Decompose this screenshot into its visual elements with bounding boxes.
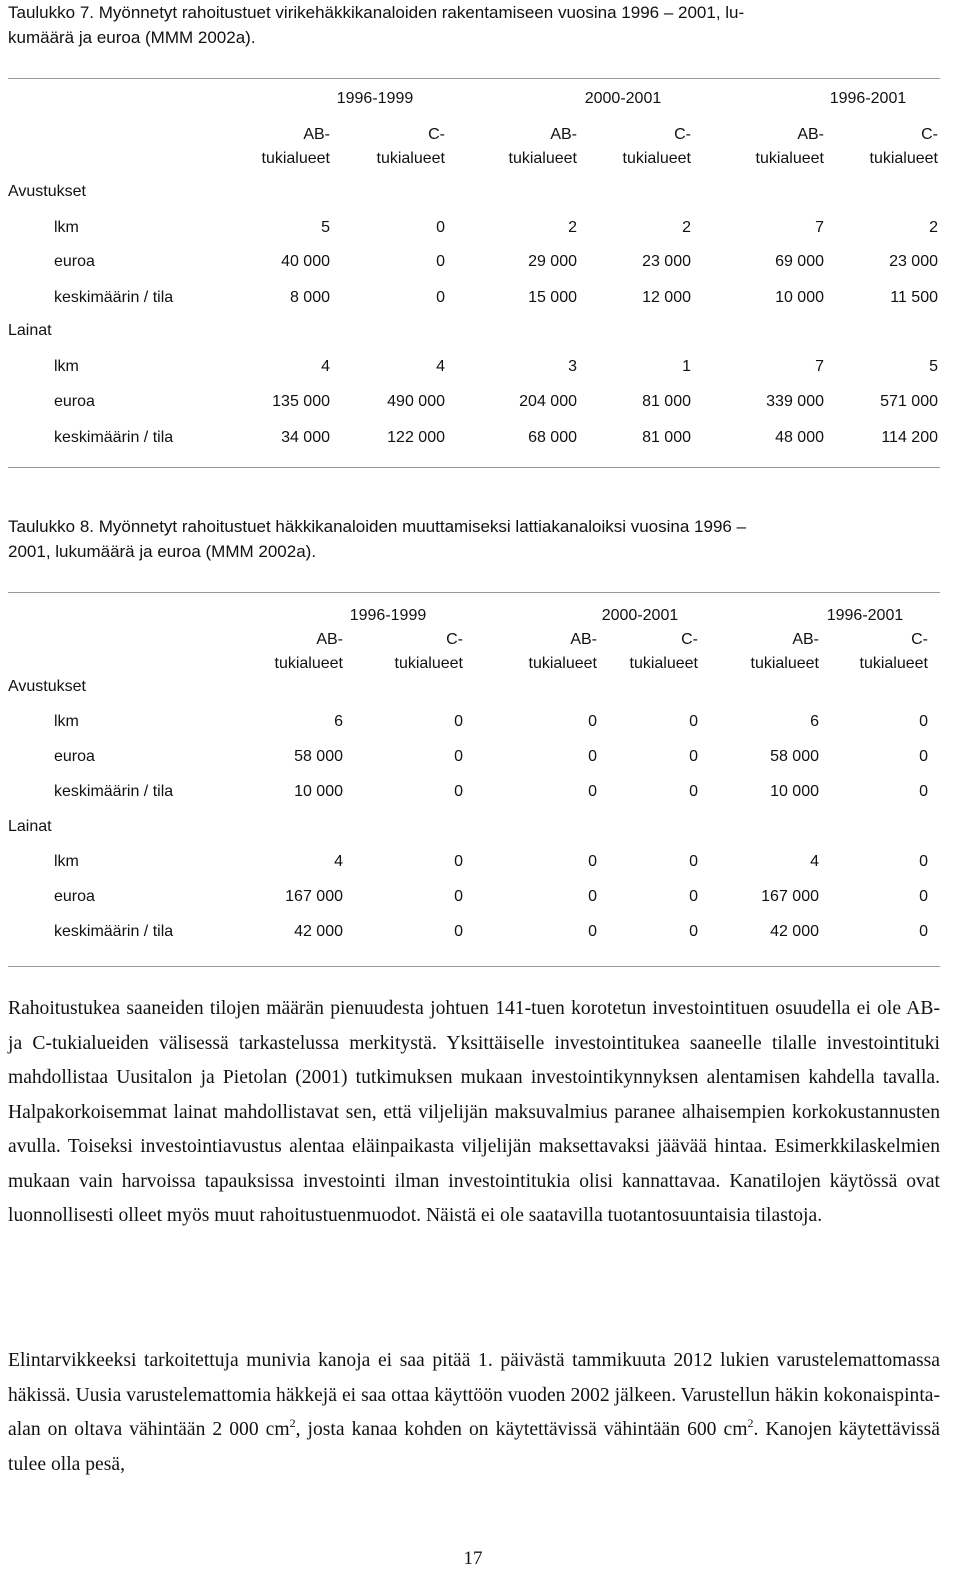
table-cell: 0 bbox=[454, 923, 463, 940]
superscript-2a: 2 bbox=[289, 1416, 296, 1430]
section-label-lainat: Lainat bbox=[8, 322, 52, 339]
table-cell: 0 bbox=[588, 713, 597, 730]
table-cell: 40 000 bbox=[281, 253, 330, 270]
section-label-lainat: Lainat bbox=[8, 818, 52, 835]
period-header: 1996-2001 bbox=[829, 90, 907, 107]
column-header: C- bbox=[921, 126, 938, 143]
table-cell: 339 000 bbox=[766, 393, 824, 410]
row-label: lkm bbox=[54, 358, 79, 375]
column-header: AB- bbox=[792, 631, 819, 648]
column-header: AB- bbox=[303, 126, 330, 143]
table-cell: 0 bbox=[919, 923, 928, 940]
table-cell: 58 000 bbox=[294, 748, 343, 765]
table8-bottom-rule bbox=[8, 966, 940, 967]
row-label: keskimäärin / tila bbox=[54, 429, 174, 446]
table-cell: 122 000 bbox=[387, 429, 445, 446]
column-header: AB- bbox=[316, 631, 343, 648]
column-header: tukialueet bbox=[274, 655, 343, 672]
row-label: lkm bbox=[54, 219, 79, 236]
row-label: lkm bbox=[54, 853, 79, 870]
table-cell: 48 000 bbox=[775, 429, 824, 446]
table-cell: 0 bbox=[454, 783, 463, 800]
column-header: C- bbox=[428, 126, 445, 143]
period-header: 2000-2001 bbox=[601, 607, 679, 624]
table8-caption-line1: Taulukko 8. Myönnetyt rahoitustuet häkkikanaloiden muuttamiseksi lattiakanaloiksi vuosina 1996 – bbox=[8, 517, 747, 536]
column-header: tukialueet bbox=[261, 150, 330, 167]
body-text bbox=[8, 992, 940, 1234]
table-cell: 69 000 bbox=[775, 253, 824, 270]
table-cell: 8 000 bbox=[289, 289, 330, 306]
column-header: AB- bbox=[570, 631, 597, 648]
table-cell: 42 000 bbox=[770, 923, 819, 940]
column-header: tukialueet bbox=[755, 150, 824, 167]
table-cell: 204 000 bbox=[519, 393, 577, 410]
table-cell: 6 bbox=[334, 713, 343, 730]
table-cell: 81 000 bbox=[642, 429, 691, 446]
table-cell: 1 bbox=[682, 358, 691, 375]
row-label: euroa bbox=[54, 888, 95, 905]
column-header: tukialueet bbox=[622, 150, 691, 167]
superscript-2b: 2 bbox=[747, 1416, 754, 1430]
table-cell: 0 bbox=[588, 888, 597, 905]
table-cell: 4 bbox=[334, 853, 343, 870]
table-cell: 2 bbox=[568, 219, 577, 236]
column-header: tukialueet bbox=[376, 150, 445, 167]
table-cell: 0 bbox=[689, 748, 698, 765]
table-cell: 4 bbox=[321, 358, 330, 375]
row-label: keskimäärin / tila bbox=[54, 923, 174, 940]
table-cell: 0 bbox=[689, 853, 698, 870]
period-header: 1996-2001 bbox=[826, 607, 904, 624]
table-cell: 167 000 bbox=[285, 888, 343, 905]
table-cell: 81 000 bbox=[642, 393, 691, 410]
table-cell: 5 bbox=[321, 219, 330, 236]
column-header: tukialueet bbox=[750, 655, 819, 672]
table7-bottom-rule bbox=[8, 467, 940, 468]
table-cell: 2 bbox=[682, 219, 691, 236]
column-header: tukialueet bbox=[528, 655, 597, 672]
table-cell: 0 bbox=[588, 853, 597, 870]
table-cell: 10 000 bbox=[770, 783, 819, 800]
table-cell: 5 bbox=[929, 358, 938, 375]
row-label: euroa bbox=[54, 253, 95, 270]
table-cell: 0 bbox=[436, 289, 445, 306]
paragraph-2-part-c: . Kanojen käytettävissä tulee olla pesä, bbox=[8, 1419, 941, 1475]
table-cell: 0 bbox=[689, 713, 698, 730]
table-cell: 4 bbox=[436, 358, 445, 375]
table-cell: 114 200 bbox=[881, 429, 938, 446]
page-number: 17 bbox=[463, 1548, 483, 1569]
table-cell: 10 000 bbox=[294, 783, 343, 800]
table-cell: 0 bbox=[689, 888, 698, 905]
table-cell: 0 bbox=[919, 713, 928, 730]
table-cell: 6 bbox=[810, 713, 819, 730]
body-text-2 bbox=[8, 1344, 940, 1482]
table-cell: 0 bbox=[436, 219, 445, 236]
period-header: 2000-2001 bbox=[584, 90, 662, 107]
table-cell: 135 000 bbox=[272, 393, 330, 410]
table7-caption bbox=[8, 0, 938, 50]
table-cell: 29 000 bbox=[528, 253, 577, 270]
table-cell: 0 bbox=[588, 923, 597, 940]
table-cell: 68 000 bbox=[528, 429, 577, 446]
column-header: AB- bbox=[550, 126, 577, 143]
table-cell: 23 000 bbox=[889, 253, 938, 270]
column-header: tukialueet bbox=[629, 655, 698, 672]
table-cell: 0 bbox=[689, 923, 698, 940]
section-label-avustukset: Avustukset bbox=[8, 183, 86, 200]
table-cell: 490 000 bbox=[387, 393, 445, 410]
period-header: 1996-1999 bbox=[349, 607, 427, 624]
column-header: C- bbox=[674, 126, 691, 143]
table-cell: 12 000 bbox=[642, 289, 691, 306]
section-label-avustukset: Avustukset bbox=[8, 678, 86, 695]
table-cell: 4 bbox=[810, 853, 819, 870]
column-header: C- bbox=[911, 631, 928, 648]
table7-top-rule bbox=[8, 78, 940, 79]
row-label: lkm bbox=[54, 713, 79, 730]
table-cell: 3 bbox=[568, 358, 577, 375]
table7-caption-line1: Taulukko 7. Myönnetyt rahoitustuet virikehäkkikanaloiden rakentamiseen vuosina 1996 – 2001, lu- bbox=[8, 3, 745, 22]
paragraph-2 bbox=[8, 1344, 940, 1482]
table-cell: 0 bbox=[919, 748, 928, 765]
column-header: tukialueet bbox=[508, 150, 577, 167]
table-cell: 2 bbox=[929, 219, 938, 236]
table8-caption bbox=[8, 514, 938, 564]
table-cell: 42 000 bbox=[294, 923, 343, 940]
table-cell: 0 bbox=[454, 713, 463, 730]
table-cell: 0 bbox=[919, 783, 928, 800]
table-cell: 0 bbox=[919, 853, 928, 870]
row-label: euroa bbox=[54, 393, 95, 410]
row-label: keskimäärin / tila bbox=[54, 783, 174, 800]
column-header: tukialueet bbox=[859, 655, 928, 672]
row-label: euroa bbox=[54, 748, 95, 765]
table-cell: 0 bbox=[588, 783, 597, 800]
table-cell: 0 bbox=[454, 748, 463, 765]
table-cell: 0 bbox=[454, 853, 463, 870]
table-cell: 571 000 bbox=[880, 393, 938, 410]
table-cell: 34 000 bbox=[281, 429, 330, 446]
table-cell: 0 bbox=[588, 748, 597, 765]
paragraph-1: Rahoitustukea saaneiden tilojen määrän pienuudesta johtuen 141-tuen korotetun investointituen osuudella ei ole AB- ja C-tukialueiden välisessä tarkastelussa merkitystä. Yksittäiselle investointitukea saaneelle tilalle investointituki mahdollistaa Uusitalon ja Pietolan (2001) tutkimuksen mukaan investointikynnyksen alentamisen kahdella tavalla. Halpakorkoisemmat lainat mahdollistavat sen, että viljelijän maksuvalmius paranee alhaisempien korkokustannusten avulla. Toiseksi investointiavustus alentaa eläinpaikasta viljelijän maksettavaksi jäävää hintaa. Esimerkkilaskelmien mukaan vain harvoissa tapauksissa investointi ilman investointitukia olisi kannattavaa. Kanatilojen käytössä ovat luonnollisesti olleet myös muut rahoitustuenmuodot. Näistä ei ole saatavilla tuotantosuuntaisia tilastoja. bbox=[8, 998, 940, 1226]
column-header: AB- bbox=[797, 126, 824, 143]
column-header: tukialueet bbox=[869, 150, 938, 167]
table-cell: 0 bbox=[454, 888, 463, 905]
table-cell: 0 bbox=[436, 253, 445, 270]
column-header: C- bbox=[681, 631, 698, 648]
column-header: C- bbox=[446, 631, 463, 648]
column-header: tukialueet bbox=[394, 655, 463, 672]
table-cell: 10 000 bbox=[775, 289, 824, 306]
table8-caption-line2: 2001, lukumäärä ja euroa (MMM 2002a). bbox=[8, 542, 317, 561]
table-cell: 15 000 bbox=[528, 289, 577, 306]
paragraph-2-part-a: Elintarvikkeeksi tarkoitettuja munivia kanoja ei saa pitää 1. päivästä tammikuuta 2012 lukien varustelemattomassa häkissä. Uusia varustelemattomia häkkejä ei saa ottaa käyttöön vuoden 2002 jälkeen. Varustellun häkin kokonaispinta-alan on oltava vähintään 2 000 cm bbox=[8, 1350, 940, 1440]
table-cell: 7 bbox=[815, 219, 824, 236]
table8-top-rule bbox=[8, 592, 940, 593]
row-label: keskimäärin / tila bbox=[54, 289, 174, 306]
table-cell: 11 500 bbox=[890, 289, 938, 306]
table-cell: 167 000 bbox=[761, 888, 819, 905]
table7-caption-line2: kumäärä ja euroa (MMM 2002a). bbox=[8, 28, 256, 47]
table-cell: 0 bbox=[919, 888, 928, 905]
period-header: 1996-1999 bbox=[336, 90, 414, 107]
table-cell: 58 000 bbox=[770, 748, 819, 765]
table-cell: 0 bbox=[689, 783, 698, 800]
paragraph-2-part-b: , josta kanaa kohden on käytettävissä vähintään 600 cm bbox=[295, 1419, 748, 1440]
table-cell: 7 bbox=[815, 358, 824, 375]
table-cell: 23 000 bbox=[642, 253, 691, 270]
